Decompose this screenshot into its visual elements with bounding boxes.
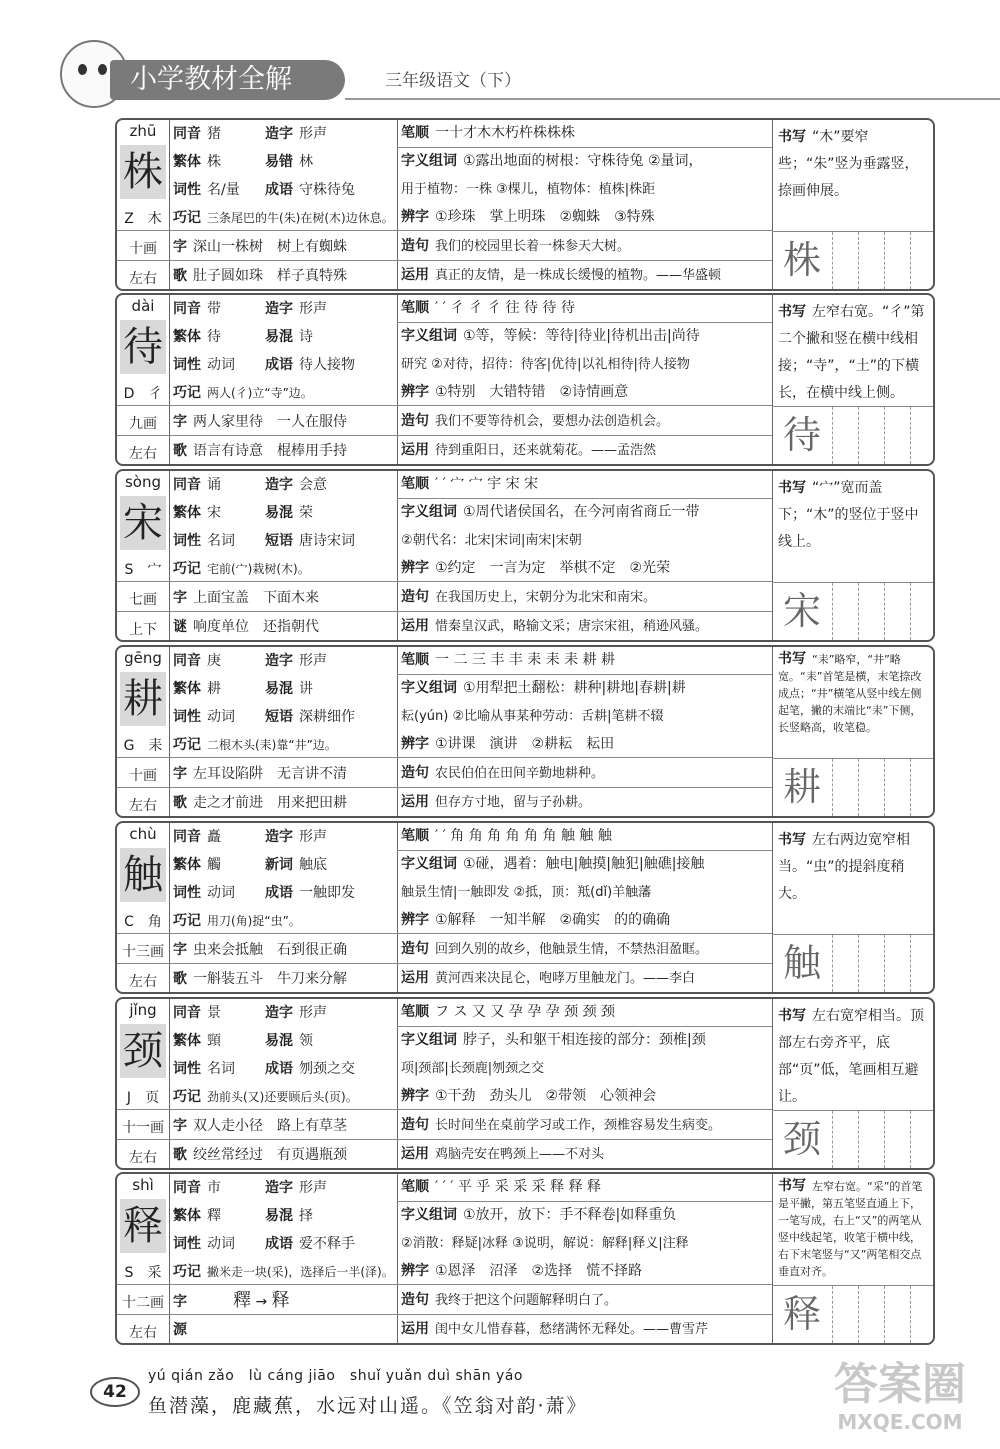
bishun: 笔顺 ′ ′ 角 角 角 角 角 角 触 触 触 bbox=[401, 828, 612, 844]
char-column bbox=[117, 647, 170, 816]
ziyi-line1: 字义组词 ①周代诸侯国名，在今河南省商丘一带 bbox=[401, 504, 700, 520]
row-tongyin: 同音 猪 造字 形声 bbox=[173, 126, 327, 142]
main-character: 释 bbox=[120, 1199, 166, 1253]
bianzi: 辨字 ①干劲 劲头儿 ②带领 心领神会 bbox=[401, 1088, 657, 1104]
practice-grid bbox=[772, 758, 933, 816]
info-column bbox=[169, 120, 398, 289]
shuxie-tip: 书写 左窄右宽。“彳”第二个撇和竖在横中线相接；“寺”，“土”的下横长，在横中线上侧。 bbox=[778, 304, 925, 401]
practice-char: 株 bbox=[782, 238, 821, 282]
row-ge: 歌 一斛装五斗 牛刀来分解 bbox=[173, 971, 347, 987]
row-ge: 歌 肚子圆如珠 样子真特殊 bbox=[173, 268, 347, 284]
ziyi-line2: 研究 ②对待，招待：待客|优待|以礼相待|待人接物 bbox=[401, 357, 690, 372]
main-column bbox=[397, 999, 773, 1168]
shuxie-tip: 书写 左右两边宽窄相当。“虫”的提斜度稍大。 bbox=[778, 832, 910, 902]
subject-label: 三年级语文（下） bbox=[385, 71, 521, 91]
letter-radical: Z 木 bbox=[124, 211, 162, 227]
row-qiaoji: 巧记 劲前头(又)还要顾后头(页)。 bbox=[173, 1089, 358, 1105]
shuxie-tip: 书写 左窄右宽。“采”的首笔是平撇，第五笔竖直通上下，一笔写成，右上“又”的两笔从竖中线起笔，收笔于横中线，右下末笔竖与“又”两笔相交点垂直对齐。 bbox=[778, 1178, 923, 1278]
zaoju: 造句 回到久别的故乡，他触景生情，不禁热泪盈眶。 bbox=[401, 941, 709, 957]
shuxie-tip: 书写 “宀”宽而盖下；“木”的竖位于竖中线上。 bbox=[778, 480, 919, 550]
row-cixing: 词性 动词 短语 深耕细作 bbox=[173, 709, 355, 725]
bianzi: 辨字 ①特别 大错特错 ②诗情画意 bbox=[401, 384, 629, 400]
shuxie-tip: 书写 左右宽窄相当。顶部左右旁齐平，底部“页”低，笔画相互避让。 bbox=[778, 1008, 924, 1105]
watermark-logo: 答案圈 MXQE.COM bbox=[834, 1359, 966, 1434]
structure: 左右 bbox=[129, 974, 157, 990]
main-column bbox=[397, 295, 773, 464]
book-title-banner: 小学教材全解 bbox=[110, 60, 345, 100]
row-fanti: 繁体 耕 易混 讲 bbox=[173, 681, 313, 697]
info-column bbox=[169, 823, 398, 992]
row-fanti: 繁体 觸 新词 触底 bbox=[173, 857, 327, 873]
main-character: 颈 bbox=[120, 1024, 166, 1078]
character-card-3 bbox=[115, 645, 935, 818]
practice-grid bbox=[772, 934, 933, 992]
practice-char: 释 bbox=[782, 1292, 821, 1336]
pinyin: sòng bbox=[124, 473, 162, 491]
row-qiaoji: 巧记 三条尾巴的牛(朱)在树(木)边休息。 bbox=[173, 210, 394, 226]
main-column bbox=[397, 471, 773, 640]
bianzi: 辨字 ①恩泽 沼泽 ②选择 慌不择路 bbox=[401, 1263, 643, 1279]
row-ge: 源 bbox=[173, 1322, 187, 1338]
main-character: 耕 bbox=[120, 672, 166, 726]
writing-column bbox=[772, 120, 933, 289]
source-glyph-old: 釋 bbox=[233, 1290, 251, 1311]
pinyin: shì bbox=[132, 1176, 154, 1194]
pinyin: gēng bbox=[124, 649, 162, 667]
main-column bbox=[397, 647, 773, 816]
stroke-count: 九画 bbox=[129, 416, 157, 432]
row-qiaoji: 巧记 用刀(角)捉“虫”。 bbox=[173, 913, 301, 929]
main-character: 株 bbox=[120, 145, 166, 199]
practice-grid bbox=[772, 1110, 933, 1168]
zaoju: 造句 农民伯伯在田间辛勤地耕种。 bbox=[401, 765, 605, 781]
zaoju: 造句 长时间坐在桌前学习或工作，颈椎容易发生病变。 bbox=[401, 1117, 722, 1133]
yunyong: 运用 鸡脑壳安在鸭颈上——不对头 bbox=[401, 1146, 605, 1162]
bishun: 笔顺 一 二 三 丰 丰 耒 耒 耒 耕 耕 bbox=[401, 652, 616, 668]
char-column bbox=[117, 120, 170, 289]
row-qiaoji: 巧记 宅前(宀)栽树(木)。 bbox=[173, 561, 310, 577]
practice-grid bbox=[772, 406, 933, 464]
row-cixing: 词性 动词 成语 待人接物 bbox=[173, 357, 355, 373]
row-ge: 歌 绞丝常经过 有页遇瓶颈 bbox=[173, 1147, 347, 1163]
stroke-count: 十画 bbox=[129, 768, 157, 784]
zaoju: 造句 我们不要等待机会，要想办法创造机会。 bbox=[401, 413, 670, 429]
ziyi-line1: 字义组词 ①等，等候：等待|待业|待机出击|尚待 bbox=[401, 328, 700, 344]
main-character: 触 bbox=[120, 848, 166, 902]
stroke-count: 七画 bbox=[129, 592, 157, 608]
char-column bbox=[117, 295, 170, 464]
stroke-count: 十二画 bbox=[122, 1295, 164, 1311]
bishun: 笔顺 ′ ′ ′ 平 乎 采 采 采 释 释 释 bbox=[401, 1179, 602, 1195]
structure: 左右 bbox=[129, 798, 157, 814]
ziyi-line2: 耘(yún) ②比喻从事某种劳动：舌耕|笔耕不辍 bbox=[401, 709, 664, 724]
pinyin: jǐng bbox=[129, 1001, 157, 1019]
practice-char: 耕 bbox=[782, 765, 821, 809]
zaoju: 造句 在我国历史上，宋朝分为北宋和南宋。 bbox=[401, 589, 657, 605]
yunyong: 运用 惜秦皇汉武，略输文采；唐宗宋祖，稍逊风骚。 bbox=[401, 618, 709, 634]
row-ge: 歌 语言有诗意 棍棒用手持 bbox=[173, 443, 347, 459]
letter-radical: C 角 bbox=[124, 914, 162, 930]
character-card-2 bbox=[115, 469, 935, 642]
row-ge: 歌 走之才前进 用来把田耕 bbox=[173, 795, 347, 811]
practice-grid bbox=[772, 582, 933, 640]
stroke-count: 十一画 bbox=[122, 1120, 164, 1136]
character-card-6 bbox=[115, 1172, 935, 1345]
yunyong: 运用 但存方寸地，留与子孙耕。 bbox=[401, 794, 592, 810]
writing-column bbox=[772, 471, 933, 640]
row-qiaoji: 巧记 两人(彳)立“寺”边。 bbox=[173, 385, 313, 401]
ziyi-line2: ②消散：释疑|冰释 ③说明，解说：解释|释义|注释 bbox=[401, 1236, 689, 1251]
row-cixing: 词性 名/量 成语 守株待兔 bbox=[173, 182, 355, 198]
letter-radical: D 彳 bbox=[123, 386, 163, 402]
shuxie-tip: 书写 “木”要窄些；“朱”竖为垂露竖，捺画伸展。 bbox=[778, 129, 919, 199]
structure: 左右 bbox=[129, 271, 157, 287]
practice-grid bbox=[772, 1285, 933, 1343]
writing-column bbox=[772, 647, 933, 816]
row-tongyin: 同音 景 造字 形声 bbox=[173, 1005, 327, 1021]
yunyong: 运用 闺中女儿惜春暮，愁绪满怀无释处。——曹雪芹 bbox=[401, 1321, 709, 1337]
writing-column bbox=[772, 999, 933, 1168]
zaoju: 造句 我们的校园里长着一株参天大树。 bbox=[401, 238, 631, 254]
row-qiaoji: 巧记 撇米走一块(采)，选择后一半(泽)。 bbox=[173, 1264, 394, 1280]
row-zi: 字 虫来会抵触 石到很正确 bbox=[173, 942, 347, 958]
ziyi-line1: 字义组词 ①放开，放下：手不释卷|如释重负 bbox=[401, 1207, 677, 1223]
ziyi-line2: 项|颈部|长颈鹿|刎颈之交 bbox=[401, 1061, 545, 1076]
ziyi-line1: 字义组词 ①露出地面的树根：守株待兔 ②量词， bbox=[401, 153, 703, 169]
row-zi: 字 两人家里待 一人在服侍 bbox=[173, 414, 347, 430]
info-column bbox=[169, 471, 398, 640]
structure: 左右 bbox=[129, 446, 157, 462]
main-column bbox=[397, 120, 773, 289]
row-fanti: 繁体 株 易错 林 bbox=[173, 154, 313, 170]
stroke-count: 十画 bbox=[129, 241, 157, 257]
pinyin: chù bbox=[129, 825, 157, 843]
row-ge: 谜 响度单位 还指朝代 bbox=[173, 619, 319, 635]
page-number: 42 bbox=[90, 1377, 140, 1407]
writing-column bbox=[772, 295, 933, 464]
letter-radical: G 耒 bbox=[123, 738, 163, 754]
row-fanti: 繁体 宋 易混 荣 bbox=[173, 505, 313, 521]
ziyi-line2: 用于植物：一株 ③棵儿，植物体：植株|株距 bbox=[401, 182, 656, 197]
main-character: 宋 bbox=[120, 496, 166, 550]
structure: 左右 bbox=[129, 1150, 157, 1166]
bishun: 笔顺 フ ス 又 又 孕 孕 孕 颈 颈 颈 bbox=[401, 1004, 616, 1020]
row-tongyin: 同音 诵 造字 会意 bbox=[173, 477, 327, 493]
practice-char: 颈 bbox=[782, 1117, 821, 1161]
info-column bbox=[169, 999, 398, 1168]
letter-radical: J 页 bbox=[126, 1090, 160, 1106]
character-card-4 bbox=[115, 821, 935, 994]
row-fanti: 繁体 釋 易混 择 bbox=[173, 1208, 313, 1224]
row-cixing: 词性 动词 成语 一触即发 bbox=[173, 885, 355, 901]
practice-char: 宋 bbox=[782, 589, 821, 633]
ziyi-line2: ②朝代名：北宋|宋词|南宋|宋朝 bbox=[401, 533, 582, 548]
main-character: 待 bbox=[120, 320, 166, 374]
row-cixing: 词性 名词 成语 刎颈之交 bbox=[173, 1061, 355, 1077]
zaoju: 造句 我终于把这个问题解释明白了。 bbox=[401, 1292, 618, 1308]
structure: 左右 bbox=[129, 1325, 157, 1341]
ziyi-line1: 字义组词 ①用犁把土翻松：耕种|耕地|春耕|耕 bbox=[401, 680, 686, 696]
main-column bbox=[397, 823, 773, 992]
row-cixing: 词性 动词 成语 爱不释手 bbox=[173, 1236, 355, 1252]
bianzi: 辨字 ①解释 一知半解 ②确实 的的确确 bbox=[401, 912, 671, 928]
char-column bbox=[117, 1174, 170, 1343]
yunyong: 运用 待到重阳日，还来就菊花。——孟浩然 bbox=[401, 442, 657, 458]
char-column bbox=[117, 999, 170, 1168]
yunyong: 运用 真正的友情，是一株成长缓慢的植物。——华盛顿 bbox=[401, 267, 722, 283]
header-rule bbox=[345, 98, 1000, 100]
info-column bbox=[169, 647, 398, 816]
info-column bbox=[169, 295, 398, 464]
page-header bbox=[60, 40, 950, 110]
row-fanti: 繁体 頸 易混 领 bbox=[173, 1033, 313, 1049]
row-fanti: 繁体 待 易混 诗 bbox=[173, 329, 313, 345]
bianzi: 辨字 ①珍珠 掌上明珠 ②蜘蛛 ③特殊 bbox=[401, 209, 655, 225]
ziyi-line1: 字义组词 脖子，头和躯干相连接的部分：颈椎|颈 bbox=[401, 1032, 706, 1048]
structure: 上下 bbox=[129, 622, 157, 638]
pinyin: zhū bbox=[129, 122, 157, 140]
practice-char: 待 bbox=[782, 413, 821, 457]
row-tongyin: 同音 市 造字 形声 bbox=[173, 1180, 327, 1196]
character-card-1 bbox=[115, 293, 935, 466]
char-column bbox=[117, 823, 170, 992]
poem-line: 鱼潜藻，鹿藏蕉，水远对山遥。《笠翁对韵·萧》 bbox=[148, 1395, 588, 1417]
ziyi-line2: 触景生情|一触即发 ②抵，顶：羝(dǐ)羊触藩 bbox=[401, 885, 652, 900]
info-column bbox=[169, 1174, 398, 1343]
row-zi: 字 双人走小径 路上有草茎 bbox=[173, 1118, 347, 1134]
bianzi: 辨字 ①讲课 演讲 ②耕耘 耘田 bbox=[401, 736, 615, 752]
character-card-5 bbox=[115, 997, 935, 1170]
pinyin: dài bbox=[131, 297, 155, 315]
shuxie-tip: 书写 “耒”略窄，“井”略宽。“耒”首笔是横，末笔捺改成点；“井”横笔从竖中线左侧起笔，撇的末端比“耒”下侧，长竖略高，收笔稳。 bbox=[778, 651, 922, 734]
row-qiaoji: 巧记 二根木头(耒)靠“井”边。 bbox=[173, 737, 337, 753]
row-zi: 字 釋 → 释 bbox=[173, 1290, 290, 1311]
bianzi: 辨字 ①约定 一言为定 举棋不定 ②光荣 bbox=[401, 560, 671, 576]
row-cixing: 词性 名词 短语 唐诗宋词 bbox=[173, 533, 355, 549]
main-column bbox=[397, 1174, 773, 1343]
writing-column bbox=[772, 823, 933, 992]
row-tongyin: 同音 庚 造字 形声 bbox=[173, 653, 327, 669]
yunyong: 运用 黄河西来决昆仑，咆哮万里触龙门。——李白 bbox=[401, 970, 696, 986]
practice-char: 触 bbox=[782, 941, 821, 985]
practice-grid bbox=[772, 231, 933, 289]
character-card-0 bbox=[115, 118, 935, 291]
row-zi: 字 深山一株树 树上有蜘蛛 bbox=[173, 239, 347, 255]
row-zi: 字 上面宝盖 下面木来 bbox=[173, 590, 319, 606]
row-tongyin: 同音 矗 造字 形声 bbox=[173, 829, 327, 845]
row-zi: 字 左耳设陷阱 无言讲不清 bbox=[173, 766, 347, 782]
bishun: 笔顺 ′ ′ 宀 宀 宇 宋 宋 bbox=[401, 476, 539, 492]
bishun: 笔顺 ′ ′ 彳 彳 彳 往 待 待 待 bbox=[401, 300, 575, 316]
char-column bbox=[117, 471, 170, 640]
stroke-count: 十三画 bbox=[122, 944, 164, 960]
letter-radical: S 宀 bbox=[124, 562, 162, 578]
poem-pinyin: yú qián zǎo lù cáng jiāo shuǐ yuǎn duì shān yáo bbox=[148, 1368, 523, 1384]
source-glyph-new: 释 bbox=[271, 1290, 290, 1311]
ziyi-line1: 字义组词 ①碰，遇着：触电|触摸|触犯|触礁|接触 bbox=[401, 856, 705, 872]
bishun: 笔顺 一十才木木朽杵株株株 bbox=[401, 125, 575, 141]
row-tongyin: 同音 带 造字 形声 bbox=[173, 301, 327, 317]
letter-radical: S 采 bbox=[124, 1265, 162, 1281]
writing-column bbox=[772, 1174, 933, 1343]
